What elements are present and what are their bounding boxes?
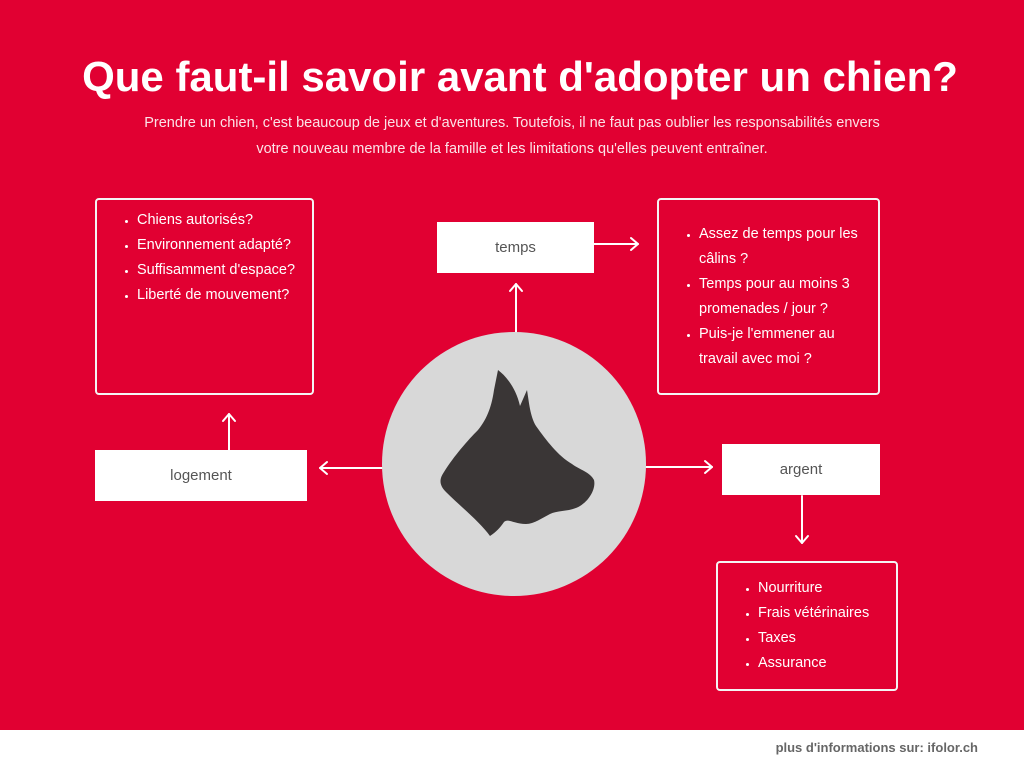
logement-list-box xyxy=(95,198,314,395)
list-item: • Suffisamment d'espace? xyxy=(137,258,298,283)
dog-head-icon xyxy=(430,360,610,550)
argent-label: argent xyxy=(779,461,823,478)
temps-label: temps xyxy=(495,239,536,256)
list-item: • Environnement adapté? xyxy=(137,233,298,258)
list-item: • Assez de temps pour les câlins ? xyxy=(699,222,864,272)
list-item: • Assurance xyxy=(758,651,888,676)
list-item: • Liberté de mouvement? xyxy=(137,283,298,308)
argent-label-box xyxy=(722,444,880,495)
list-item: • Nourriture xyxy=(758,576,888,601)
logement-label: logement xyxy=(170,467,232,484)
temps-list xyxy=(659,222,864,372)
page-title: Que faut-il savoir avant d'adopter un chien? xyxy=(82,53,958,100)
list-item: • Chiens autorisés? xyxy=(137,208,298,233)
footer-link-text: plus d'informations sur: ifolor.ch xyxy=(775,740,978,755)
logement-list xyxy=(97,208,298,308)
temps-list-box xyxy=(657,198,880,395)
list-item: • Frais vétérinaires xyxy=(758,601,888,626)
argent-list xyxy=(718,576,888,676)
list-item: • Puis-je l'emmener au travail avec moi ? xyxy=(699,322,864,372)
logement-label-box xyxy=(95,450,307,501)
page-subtitle: Prendre un chien, c'est beaucoup de jeux et d'aventures. Toutefois, il ne faut pas oublier les responsabilités envers votre nouveau membre de la famille et les limitations qu'elles peuvent entraîner. xyxy=(144,115,880,157)
list-item: • Temps pour au moins 3 promenades / jour ? xyxy=(699,272,864,322)
footer xyxy=(0,730,1024,768)
temps-label-box xyxy=(437,222,594,273)
list-item: • Taxes xyxy=(758,626,888,651)
argent-list-box xyxy=(716,561,898,691)
